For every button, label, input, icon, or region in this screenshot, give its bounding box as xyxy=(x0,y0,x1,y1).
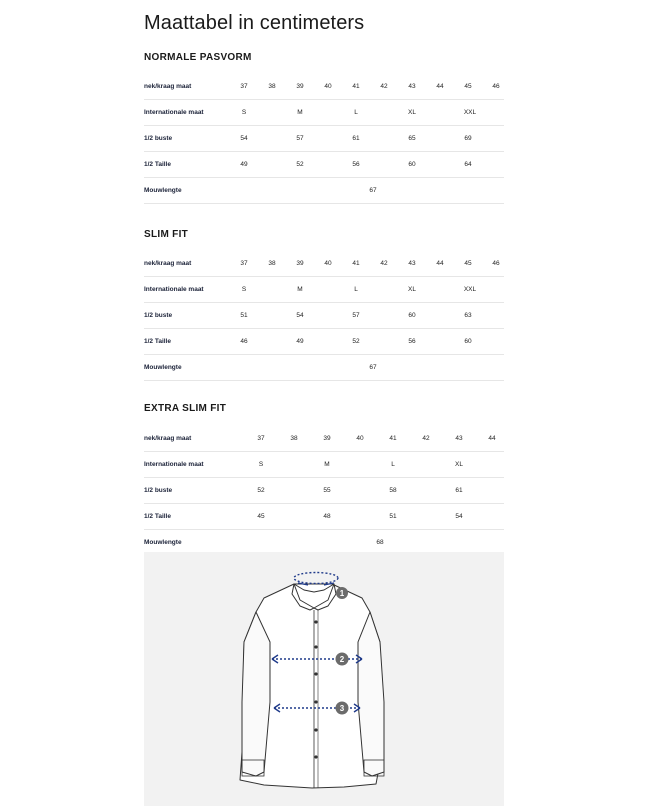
svg-text:2: 2 xyxy=(339,655,345,664)
table-cell: 54 xyxy=(455,513,463,520)
row-label: 1/2 buste xyxy=(144,135,173,142)
table-cell: 39 xyxy=(296,83,304,90)
table-cell: 65 xyxy=(408,135,416,142)
table-cell: XL xyxy=(408,286,416,293)
table-cell: 43 xyxy=(408,83,416,90)
table-cell: 40 xyxy=(356,435,364,442)
section-title-slim: SLIM FIT xyxy=(144,229,189,240)
table-cell: 61 xyxy=(455,487,463,494)
table-cell: L xyxy=(391,461,395,468)
table-cell: L xyxy=(354,286,358,293)
table-cell: 52 xyxy=(257,487,265,494)
table-cell: 67 xyxy=(369,187,377,194)
size-table-extra-slim xyxy=(144,426,504,556)
table-row xyxy=(144,277,504,303)
table-cell: 42 xyxy=(380,260,388,267)
table-cell: XL xyxy=(408,109,416,116)
row-label: 1/2 buste xyxy=(144,312,173,319)
table-cell: M xyxy=(297,286,303,293)
table-cell: XXL xyxy=(463,286,477,293)
row-label: Mouwlengte xyxy=(144,187,182,194)
table-cell: 57 xyxy=(296,135,304,142)
row-label: Internationale maat xyxy=(144,286,204,293)
table-cell: 63 xyxy=(464,312,472,319)
table-cell: 57 xyxy=(352,312,360,319)
table-cell: 54 xyxy=(240,135,248,142)
svg-text:3: 3 xyxy=(339,704,345,713)
table-cell: 45 xyxy=(464,83,472,90)
table-cell: XXL xyxy=(463,109,477,116)
table-cell: S xyxy=(241,286,247,293)
table-cell: 68 xyxy=(376,539,384,546)
size-table-slim xyxy=(144,251,504,381)
row-label: Mouwlengte xyxy=(144,539,182,546)
svg-text:1: 1 xyxy=(339,589,345,598)
table-cell: 52 xyxy=(296,161,304,168)
table-row xyxy=(144,329,504,355)
table-row xyxy=(144,355,504,381)
shirt-right-sleeve xyxy=(358,612,384,776)
row-label: Internationale maat xyxy=(144,461,204,468)
table-cell: 43 xyxy=(408,260,416,267)
table-cell: S xyxy=(258,461,264,468)
marker-2 xyxy=(336,653,349,666)
neck-measure-loop xyxy=(294,573,338,584)
table-cell: 51 xyxy=(240,312,248,319)
table-cell: 40 xyxy=(324,83,332,90)
row-label: nek/kraag maat xyxy=(144,260,192,267)
table-cell: 44 xyxy=(436,83,444,90)
table-row xyxy=(144,251,504,277)
table-cell: 37 xyxy=(240,260,248,267)
row-label: Internationale maat xyxy=(144,109,204,116)
table-cell: 60 xyxy=(408,161,416,168)
table-cell: 56 xyxy=(408,338,416,345)
table-cell: 44 xyxy=(488,435,496,442)
table-row xyxy=(144,100,504,126)
table-cell: 37 xyxy=(240,83,248,90)
shirt-measurement-illustration xyxy=(144,552,504,806)
table-cell: 45 xyxy=(257,513,265,520)
table-cell: 49 xyxy=(240,161,248,168)
table-cell: 61 xyxy=(352,135,360,142)
shirt-diagram xyxy=(144,552,504,806)
row-label: 1/2 Taille xyxy=(144,161,171,168)
row-label: 1/2 buste xyxy=(144,487,173,494)
table-cell: 55 xyxy=(323,487,331,494)
row-label: nek/kraag maat xyxy=(144,83,192,90)
table-cell: 40 xyxy=(324,260,332,267)
table-cell: 69 xyxy=(464,135,472,142)
table-row xyxy=(144,452,504,478)
table-row xyxy=(144,126,504,152)
row-label: Mouwlengte xyxy=(144,364,182,371)
table-cell: M xyxy=(324,461,330,468)
table-cell: XL xyxy=(455,461,463,468)
table-cell: 48 xyxy=(323,513,331,520)
size-table-normal xyxy=(144,74,504,204)
table-cell: 56 xyxy=(352,161,360,168)
table-cell: 58 xyxy=(389,487,397,494)
table-cell: L xyxy=(354,109,358,116)
marker-1 xyxy=(336,587,348,599)
table-cell: 38 xyxy=(268,260,276,267)
table-cell: 42 xyxy=(380,83,388,90)
table-cell: 46 xyxy=(240,338,248,345)
row-label: nek/kraag maat xyxy=(144,435,192,442)
marker-3 xyxy=(336,702,349,715)
table-cell: 42 xyxy=(422,435,430,442)
table-cell: 49 xyxy=(296,338,304,345)
table-cell: 46 xyxy=(492,260,500,267)
row-label: 1/2 Taille xyxy=(144,338,171,345)
table-cell: 41 xyxy=(389,435,397,442)
page-title: Maattabel in centimeters xyxy=(144,12,365,34)
table-row xyxy=(144,303,504,329)
table-row xyxy=(144,178,504,204)
table-cell: 67 xyxy=(369,364,377,371)
table-cell: M xyxy=(297,109,303,116)
table-cell: 64 xyxy=(464,161,472,168)
table-cell: 39 xyxy=(323,435,331,442)
table-cell: 43 xyxy=(455,435,463,442)
section-title-extra-slim: EXTRA SLIM FIT xyxy=(144,403,227,414)
table-cell: S xyxy=(241,109,247,116)
table-cell: 38 xyxy=(290,435,298,442)
table-cell: 44 xyxy=(436,260,444,267)
table-cell: 60 xyxy=(408,312,416,319)
table-cell: 52 xyxy=(352,338,360,345)
table-cell: 39 xyxy=(296,260,304,267)
table-row xyxy=(144,504,504,530)
table-row xyxy=(144,478,504,504)
table-cell: 60 xyxy=(464,338,472,345)
table-cell: 38 xyxy=(268,83,276,90)
table-cell: 51 xyxy=(389,513,397,520)
table-cell: 41 xyxy=(352,260,360,267)
table-row xyxy=(144,74,504,100)
table-cell: 45 xyxy=(464,260,472,267)
table-cell: 54 xyxy=(296,312,304,319)
table-cell: 46 xyxy=(492,83,500,90)
table-cell: 37 xyxy=(257,435,265,442)
table-cell: 41 xyxy=(352,83,360,90)
row-label: 1/2 Taille xyxy=(144,513,171,520)
shirt-left-sleeve xyxy=(242,612,270,776)
table-row xyxy=(144,152,504,178)
section-title-normal: NORMALE PASVORM xyxy=(144,52,252,63)
table-row xyxy=(144,426,504,452)
